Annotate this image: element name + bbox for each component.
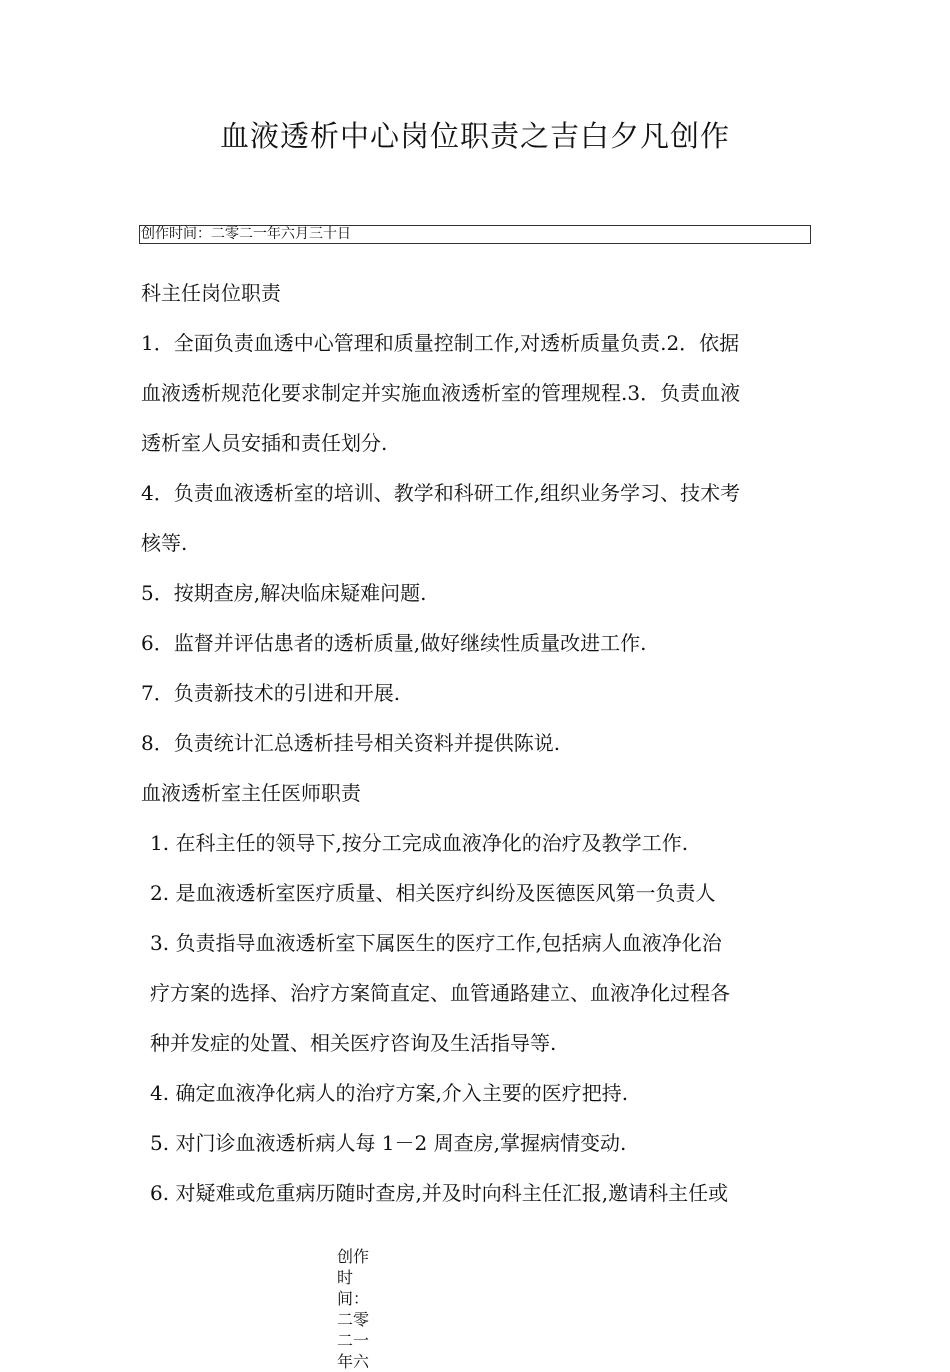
paragraph-line: 1. 在科主任的领导下,按分工完成血液净化的治疗及教学工作. <box>150 831 689 855</box>
paragraph-line: 1．全面负责血透中心管理和质量控制工作,对透析质量负责.2．依据 <box>141 331 740 355</box>
paragraph-line: 4．负责血液透析室的培训、教学和科研工作,组织业务学习、技术考 <box>141 481 741 505</box>
paragraph-line: 6．监督并评估患者的透析质量,做好继续性质量改进工作. <box>141 631 647 655</box>
paragraph-line: 8．负责统计汇总透析挂号相关资料并提供陈说. <box>141 731 561 755</box>
paragraph-line: 2. 是血液透析室医疗质量、相关医疗纠纷及医德医风第一负责人 <box>150 881 716 905</box>
creation-time-box: 创作时间：二零二一年六月三十日 <box>139 225 811 244</box>
paragraph-line: 种并发症的处置、相关医疗咨询及生活指导等. <box>150 1031 557 1055</box>
paragraph-line: 透析室人员安插和责任划分. <box>141 431 388 455</box>
paragraph-line: 疗方案的选择、治疗方案简直定、血管通路建立、血液净化过程各 <box>150 981 730 1005</box>
paragraph-line: 3. 负责指导血液透析室下属医生的医疗工作,包括病人血液净化治 <box>150 931 722 955</box>
paragraph-line: 7．负责新技术的引进和开展. <box>141 681 401 705</box>
footer-creation-time: 创作时间：二零二一年六 <box>337 1247 370 1371</box>
document-title: 血液透析中心岗位职责之吉白夕凡创作 <box>219 119 730 153</box>
paragraph-line: 6. 对疑难或危重病历随时查房,并及时向科主任汇报,邀请科主任或 <box>150 1181 729 1205</box>
paragraph-line: 4. 确定血液净化病人的治疗方案,介入主要的医疗把持. <box>150 1081 629 1105</box>
paragraph-line: 5．按期查房,解决临床疑难问题. <box>141 581 427 605</box>
section-heading-chief-physician: 血液透析室主任医师职责 <box>141 781 361 805</box>
section-heading-director: 科主任岗位职责 <box>141 281 281 305</box>
paragraph-line: 5. 对门诊血液透析病人每 1－2 周查房,掌握病情变动. <box>150 1131 627 1155</box>
paragraph-line: 核等. <box>141 531 188 555</box>
document-body <box>141 268 816 1218</box>
paragraph-line: 血液透析规范化要求制定并实施血液透析室的管理规程.3．负责血液 <box>141 381 741 405</box>
